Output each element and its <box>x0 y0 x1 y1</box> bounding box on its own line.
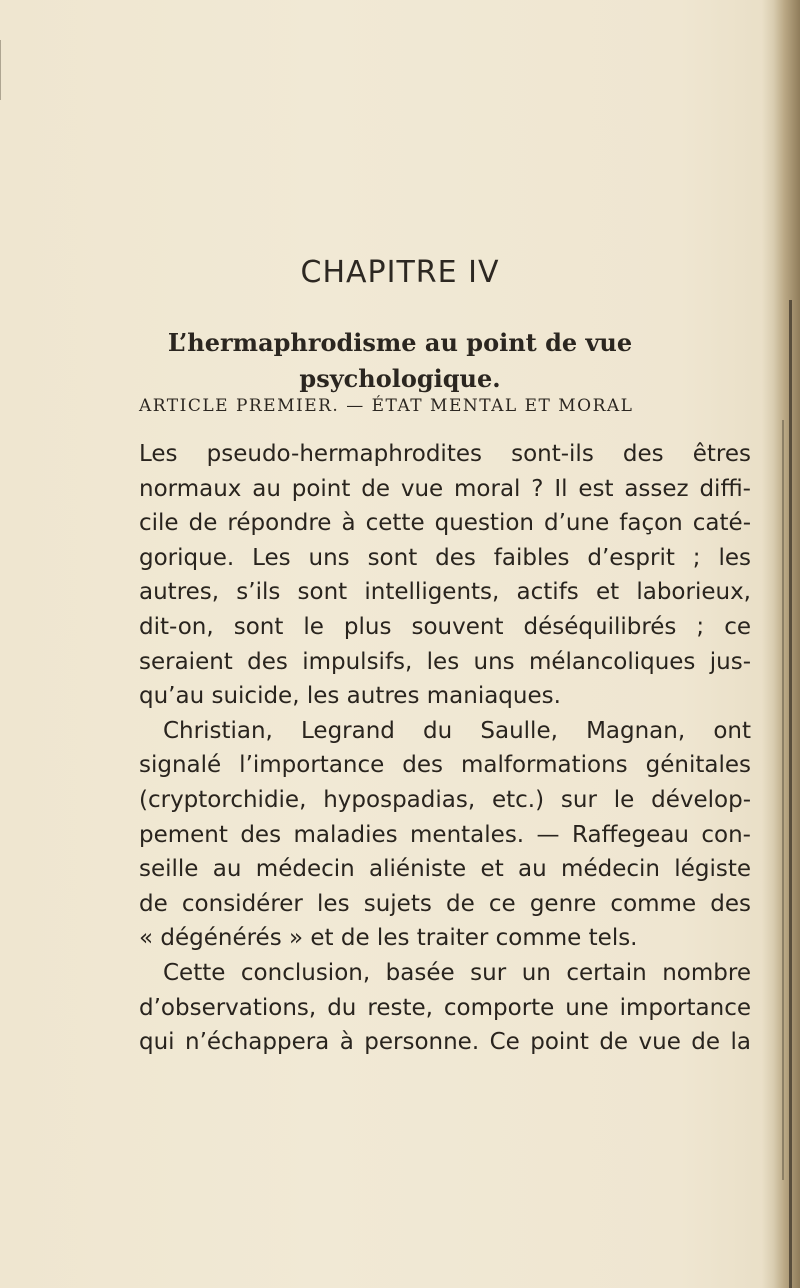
body-text <box>139 437 751 1060</box>
paragraph <box>139 714 751 956</box>
text-line: cile de répondre à cette question d’une façon caté- <box>139 510 751 537</box>
page-binding-edge <box>762 0 800 1288</box>
text-line: (cryptorchidie, hypospadias, etc.) sur le dévelop- <box>139 786 751 813</box>
text-line: Cette conclusion, basée sur un certain nombre <box>163 959 751 986</box>
text-line: d’observations, du reste, comporte une importance <box>139 994 751 1021</box>
text-line: signalé l’importance des malformations génitales <box>139 752 751 779</box>
text-line: normaux au point de vue moral ? Il est assez diffi- <box>139 475 751 502</box>
paragraph <box>139 437 751 714</box>
page-edge-mark <box>0 40 7 100</box>
page-edge-shadow-line <box>789 300 792 1288</box>
text-line: qu’au suicide, les autres maniaques. <box>139 683 561 710</box>
text-line: seille au médecin aliéniste et au médecin légiste <box>139 856 751 883</box>
text-line: dit-on, sont le plus souvent déséquilibrés ; ce <box>139 613 751 640</box>
section-title-line: L’hermaphrodisme au point de vue <box>167 328 633 357</box>
chapter-title: CHAPITRE IV <box>300 255 500 290</box>
page-edge-shadow-line-inner <box>782 420 784 1180</box>
article-heading: ARTICLE PREMIER. — ÉTAT MENTAL ET MORAL <box>139 396 634 416</box>
section-title-line: psychologique. <box>299 364 501 393</box>
paragraph <box>139 956 751 1060</box>
text-line: de considérer les sujets de ce genre comme des <box>139 890 751 917</box>
text-line: pement des maladies mentales. — Raffegeau con- <box>139 821 751 848</box>
text-line: autres, s’ils sont intelligents, actifs et laborieux, <box>139 579 751 606</box>
text-line: gorique. Les uns sont des faibles d’esprit ; les <box>139 544 751 571</box>
text-line: Les pseudo-hermaphrodites sont-ils des êtres <box>139 441 751 467</box>
section-title <box>0 325 800 397</box>
text-line: « dégénérés » et de les traiter comme tels. <box>139 925 638 952</box>
text-line: Christian, Legrand du Saulle, Magnan, ont <box>163 717 751 744</box>
text-line: qui n’échappera à personne. Ce point de vue de la <box>139 1029 751 1056</box>
text-line: seraient des impulsifs, les uns mélancoliques jus- <box>139 648 751 675</box>
